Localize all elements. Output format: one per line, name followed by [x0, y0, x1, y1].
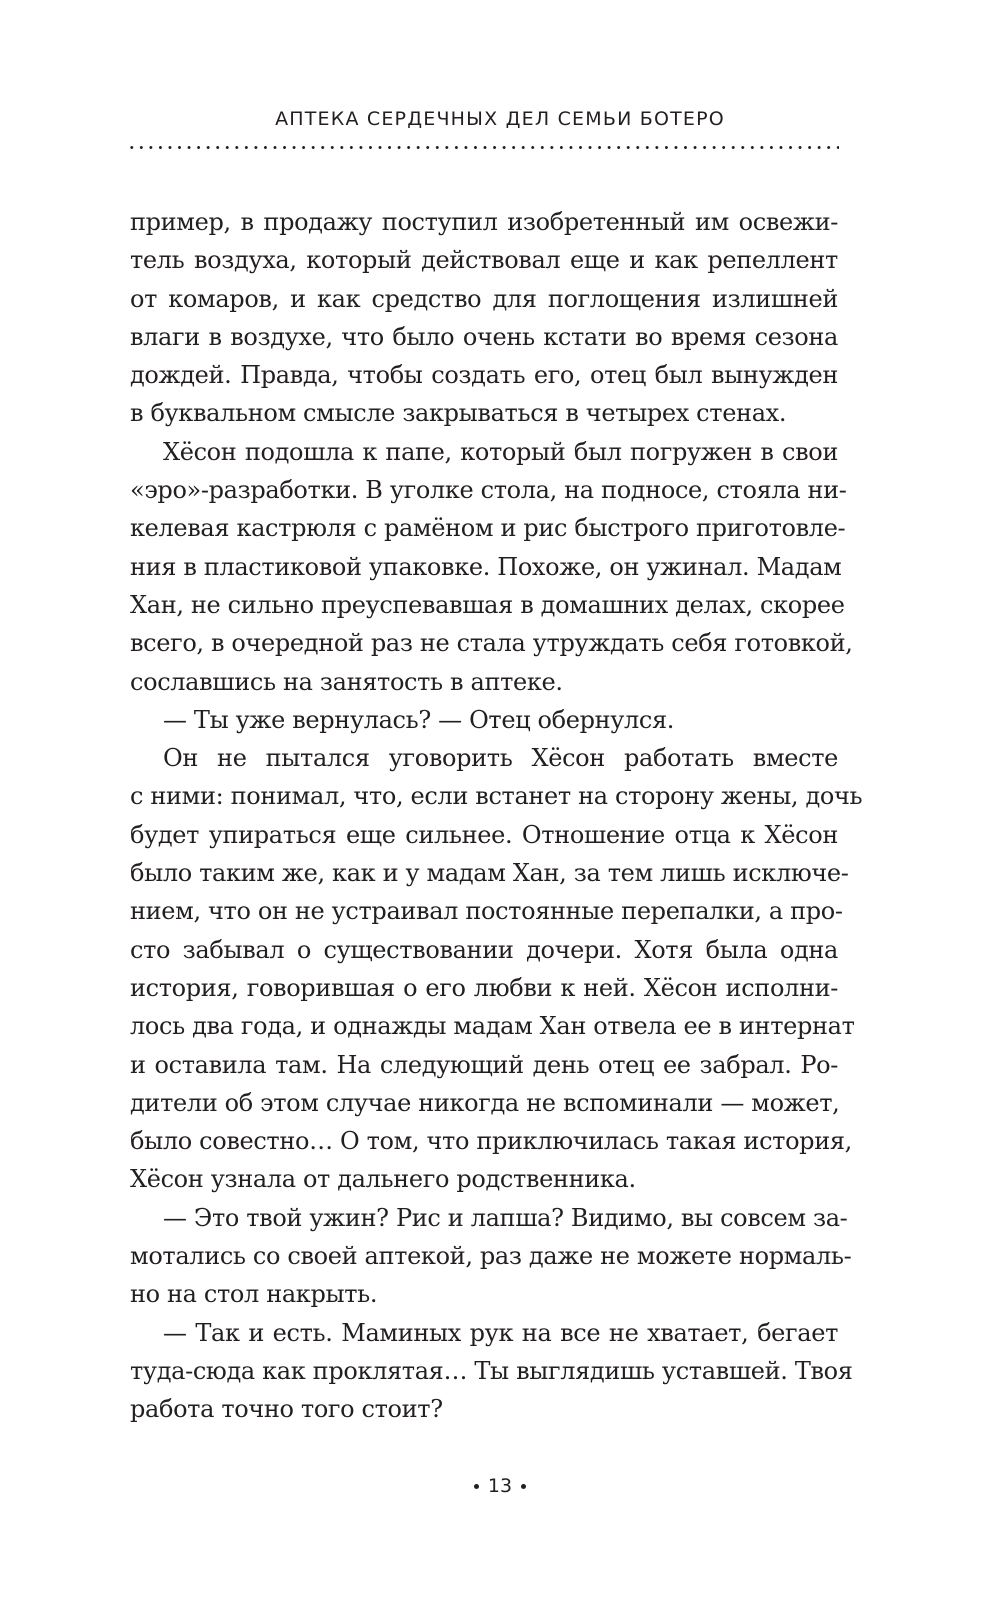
text-line: от комаров, и как средство для поглощения излишней [130, 284, 838, 313]
text-line: сославшись на занятость в аптеке. [130, 667, 563, 696]
text-line: дождей. Правда, чтобы создать его, отец был вынужден [130, 361, 838, 390]
text-line: Хан, не сильно преуспевавшая в домашних делах, скорее [130, 590, 845, 619]
text-line: Хёсон подошла к папе, который был погружен в свои [163, 437, 838, 466]
text-line: в буквальном смысле закрываться в четырех стенах. [130, 399, 787, 428]
page-number [0, 1475, 1000, 1497]
body-text [130, 203, 863, 1429]
text-line: лось два года, и однажды мадам Хан отвела ее в интернат [130, 1012, 855, 1041]
text-line: дители об этом случае никогда не вспоминали — может, [130, 1088, 840, 1117]
text-line: пример, в продажу поступил изобретенный им освежи- [130, 208, 838, 236]
text-line: было таким же, как и у мадам Хан, за тем лишь исключе- [130, 859, 849, 888]
text-line: Он не пытался уговорить Хёсон работать вместе [163, 744, 838, 773]
bullet-dot-icon [474, 1484, 479, 1489]
text-line: будет упираться еще сильнее. Отношение отца к Хёсон [130, 820, 838, 849]
dialogue-line: мотались со своей аптекой, раз даже не можете нормаль- [130, 1242, 852, 1271]
dialogue-line: работа точно того стоит? [130, 1395, 443, 1424]
text-line: и оставила там. На следующий день отец ее забрал. Ро- [130, 1050, 838, 1079]
bullet-dot-icon [521, 1484, 526, 1489]
text-line: тель воздуха, который действовал еще и как репеллент [130, 246, 838, 275]
dialogue-line: — Ты уже вернулась? — Отец обернулся. [163, 705, 675, 734]
text-line: всего, в очередной раз не стала утруждать себя готовкой, [130, 629, 853, 658]
text-line: келевая кастрюля с рамёном и рис быстрого приготовле- [130, 514, 846, 543]
text-line: было совестно… О том, что приключилась такая история, [130, 1127, 852, 1156]
page-number-value: 13 [487, 1475, 513, 1497]
text-line: сто забывал о существовании дочери. Хотя была одна [130, 935, 838, 964]
dotted-divider [127, 146, 839, 149]
text-line: «эро»-разработки. В уголке стола, на подносе, стояла ни- [130, 476, 847, 505]
text-line: ния в пластиковой упаковке. Похоже, он ужинал. Мадам [130, 552, 842, 581]
dialogue-line: — Это твой ужин? Рис и лапша? Видимо, вы совсем за- [163, 1203, 848, 1232]
text-line: нием, что он не устраивал постоянные перепалки, а про- [130, 897, 843, 926]
text-line: влаги в воздухе, что было очень кстати во время сезона [130, 322, 838, 351]
dialogue-line: но на стол накрыть. [130, 1280, 378, 1309]
text-line: с ними: понимал, что, если встанет на сторону жены, дочь [130, 782, 863, 811]
dialogue-line: — Так и есть. Маминых рук на все не хватает, бегает [163, 1318, 838, 1347]
running-head: АПТЕКА СЕРДЕЧНЫХ ДЕЛ СЕМЬИ БОТЕРО [275, 108, 725, 130]
text-line: история, говорившая о его любви к ней. Хёсон исполни- [130, 973, 838, 1002]
dialogue-line: туда-сюда как проклятая… Ты выглядишь уставшей. Твоя [130, 1356, 853, 1385]
text-line: Хёсон узнала от дальнего родственника. [130, 1165, 636, 1194]
